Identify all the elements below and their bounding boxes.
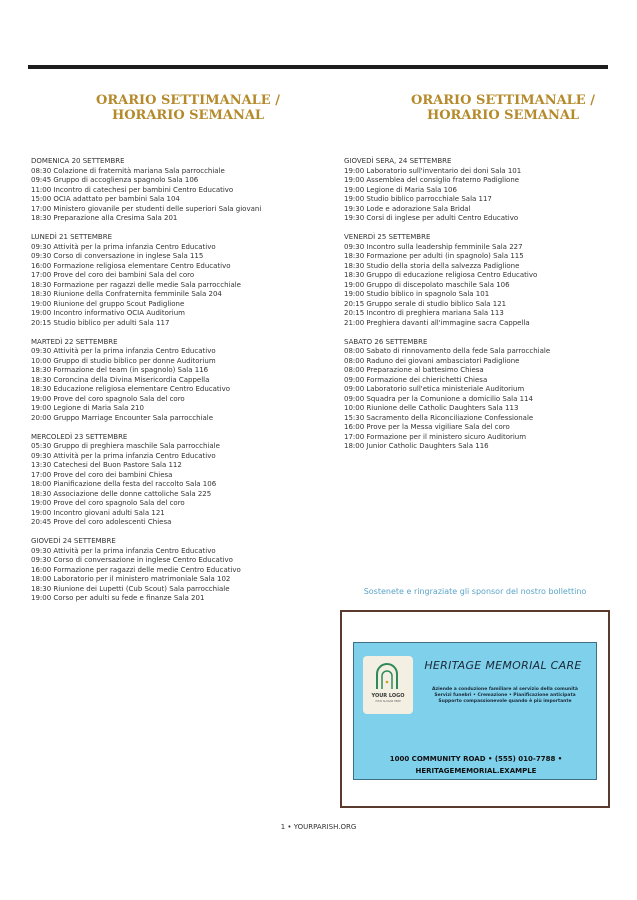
event-item: 18:00 Laboratorio per il ministero matrimoniale Sala 102 [31,575,231,583]
event-item: 09:30 Attività per la prima infanzia Centro Educativo [31,347,216,355]
event-item: 17:00 Formazione per il ministero sicuro Auditorium [344,432,527,441]
event-item: 18:30 Riunione della Confraternita femminile Sala 204 [31,290,222,298]
page-footer: 1 • YOURPARISH.ORG [280,823,357,831]
schedule-column-right [344,157,614,461]
day-heading: VENERDÌ 25 SETTEMBRE [344,233,431,241]
schedule-column-left [31,157,321,613]
event-item: 08:30 Colazione di fraternità mariana Sala parrocchiale [31,166,225,175]
event-item: 11:00 Incontro di catechesi per bambini Centro Educativo [31,185,234,194]
event-item: 19:00 Incontro giovani adulti Sala 121 [31,508,165,517]
event-item: 19:00 Studio biblico in spagnolo Sala 101 [344,290,490,298]
day-heading: MARTEDÌ 22 SETTEMBRE [31,337,118,346]
event-item: 05:30 Gruppo di preghiera maschile Sala parrocchiale [31,442,220,450]
day-block [344,233,614,328]
event-item: 21:00 Preghiera davanti all'immagine sacra Cappella [344,318,530,327]
contact-website: HERITAGEMEMORIAL.EXAMPLE [415,767,537,775]
event-item: 09:30 Attività per la prima infanzia Centro Educativo [31,242,216,251]
event-item: 20:00 Gruppo Marriage Encounter Sala parrocchiale [31,413,214,422]
event-item: 15:00 OCIA adattato per bambini Sala 104 [31,195,180,203]
day-block [31,338,321,424]
event-item: 19:00 Gruppo di discepolato maschile Sala 106 [344,280,510,289]
event-item: 18:30 Gruppo di educazione religiosa Centro Educativo [344,271,538,279]
sponsor-tagline [416,687,594,705]
event-item: 19:00 Riunione del gruppo Scout Padiglione [31,299,185,308]
event-item: 09:00 Laboratorio sull'etica ministeriale Auditorium [344,385,525,393]
schedule-title-left: ORARIO SETTIMANALE / HORARIO SEMANAL [96,93,280,123]
logo-slogan: YOUR SLOGAN HERE [375,700,401,703]
event-item: 18:30 Educazione religiosa elementare Centro Educativo [31,385,231,393]
event-item: 19:00 Corso per adulti su fede e finanze Sala 201 [31,594,205,602]
event-item: 18:30 Formazione del team (in spagnolo) Sala 116 [31,366,209,374]
day-block [31,537,321,604]
event-item: 19:00 Studio biblico parrocchiale Sala 117 [344,195,492,203]
event-item: 19:30 Corsi di inglese per adulti Centro Educativo [344,214,519,222]
event-item: 20:15 Studio biblico per adulti Sala 117 [31,318,170,327]
logo-placeholder [363,656,413,714]
event-item: 10:00 Riunione delle Catholic Daughters Sala 113 [344,404,519,412]
event-item: 19:00 Legione di Maria Sala 210 [31,404,144,412]
day-heading: MERCOLEDÌ 23 SETTEMBRE [31,432,128,441]
sponsor-name: HERITAGE MEMORIAL CARE [424,659,582,672]
event-item: 20:15 Incontro di preghiera mariana Sala 113 [344,309,504,317]
event-item: 09:45 Gruppo di accoglienza spagnolo Sala 106 [31,176,199,184]
day-block [31,233,321,328]
event-item: 09:30 Corso di conversazione in inglese Sala 115 [31,252,204,260]
event-item: 10:00 Gruppo di studio biblico per donne Auditorium [31,356,216,365]
day-heading: DOMENICA 20 SETTEMBRE [31,157,125,165]
event-item: 20:45 Prove del coro adolescenti Chiesa [31,518,172,526]
top-rule [28,65,608,69]
event-item: 17:00 Prove del coro dei bambini Chiesa [31,470,173,479]
event-item: 19:30 Lode e adorazione Sala Bridal [344,204,471,213]
event-item: 19:00 Assemblea del consiglio fraterno Padiglione [344,176,520,184]
event-item: 15:30 Sacramento della Riconciliazione Confessionale [344,413,534,422]
sponsor-ad-card[interactable] [353,642,597,780]
event-item: 09:30 Attività per la prima infanzia Centro Educativo [31,546,216,555]
event-item: 09:30 Attività per la prima infanzia Centro Educativo [31,451,216,460]
day-heading: GIOVEDÌ 24 SETTEMBRE [31,537,116,545]
event-item: 19:00 Legione di Maria Sala 106 [344,185,457,194]
day-heading: LUNEDÌ 21 SETTEMBRE [31,233,112,241]
event-item: 18:30 Formazione per ragazzi delle medie Sala parrocchiale [31,280,241,289]
event-item: 08:00 Preparazione al battesimo Chiesa [344,366,484,374]
day-block [31,157,321,224]
tagline-line-3: Supporto compassionevole quando è più importante [438,699,572,704]
event-item: 08:00 Raduno dei giovani ambasciatori Padiglione [344,356,520,365]
event-item: 18:30 Studio della storia della salvezza Padiglione [344,261,520,270]
contact-address: 1000 COMMUNITY ROAD • (555) 010-7788 • [389,755,563,763]
event-item: 09:30 Corso di conversazione in inglese Centro Educativo [31,556,233,564]
event-item: 18:30 Riunione dei Lupetti (Cub Scout) Sala parrocchiale [31,584,230,593]
day-block [344,157,614,224]
event-item: 19:00 Prove del coro spagnolo Sala del coro [31,394,185,403]
event-item: 08:00 Sabato di rinnovamento della fede Sala parrocchiale [344,347,551,355]
event-item: 19:00 Prove del coro spagnolo Sala del coro [31,499,185,507]
event-item: 09:00 Squadra per la Comunione a domicilio Sala 114 [344,394,533,403]
arch-logo-icon [374,662,400,690]
sponsor-message: Sostenete e ringraziate gli sponsor del nostro bollettino [363,587,587,596]
event-item: 18:30 Coroncina della Divina Misericordia Cappella [31,375,210,384]
day-heading: GIOVEDÌ SERA, 24 SETTEMBRE [344,157,452,165]
tagline-line-1: Aziende a conduzione familiare al servizio della comunità [432,687,578,692]
day-block [344,338,614,452]
event-item: 18:00 Junior Catholic Daughters Sala 116 [344,442,489,450]
event-item: 09:00 Formazione dei chierichetti Chiesa [344,375,488,384]
day-heading: SABATO 26 SETTEMBRE [344,337,428,346]
event-item: 18:30 Associazione delle donne cattoliche Sala 225 [31,489,212,498]
event-item: 17:00 Prove del coro dei bambini Sala del coro [31,271,195,279]
event-item: 16:00 Formazione per ragazzi delle medie Centro Educativo [31,565,241,574]
tagline-line-2: Servizi funebri • Cremazione • Pianificazione anticipata [434,693,576,698]
sponsor-ad-frame [340,610,610,808]
event-item: 18:30 Preparazione alla Cresima Sala 201 [31,214,178,222]
event-item: 16:00 Formazione religiosa elementare Centro Educativo [31,261,231,270]
sponsor-contact [374,753,578,777]
event-item: 19:00 Laboratorio sull'inventario dei doni Sala 101 [344,166,522,175]
day-block [31,433,321,528]
event-item: 09:30 Incontro sulla leadership femminile Sala 227 [344,242,523,251]
event-item: 18:00 Pianificazione della festa del raccolto Sala 106 [31,480,217,488]
logo-text: YOUR LOGO [371,693,405,699]
event-item: 18:30 Formazione per adulti (in spagnolo) Sala 115 [344,252,524,260]
schedule-title-right: ORARIO SETTIMANALE / HORARIO SEMANAL [411,93,595,123]
event-item: 19:00 Incontro informativo OCIA Auditorium [31,309,185,317]
event-item: 13:30 Catechesi del Buon Pastore Sala 112 [31,461,182,469]
event-item: 20:15 Gruppo serale di studio biblico Sala 121 [344,299,507,308]
event-item: 16:00 Prove per la Messa vigiliare Sala del coro [344,423,510,431]
event-item: 17:00 Ministero giovanile per studenti delle superiori Sala giovani [31,204,262,213]
